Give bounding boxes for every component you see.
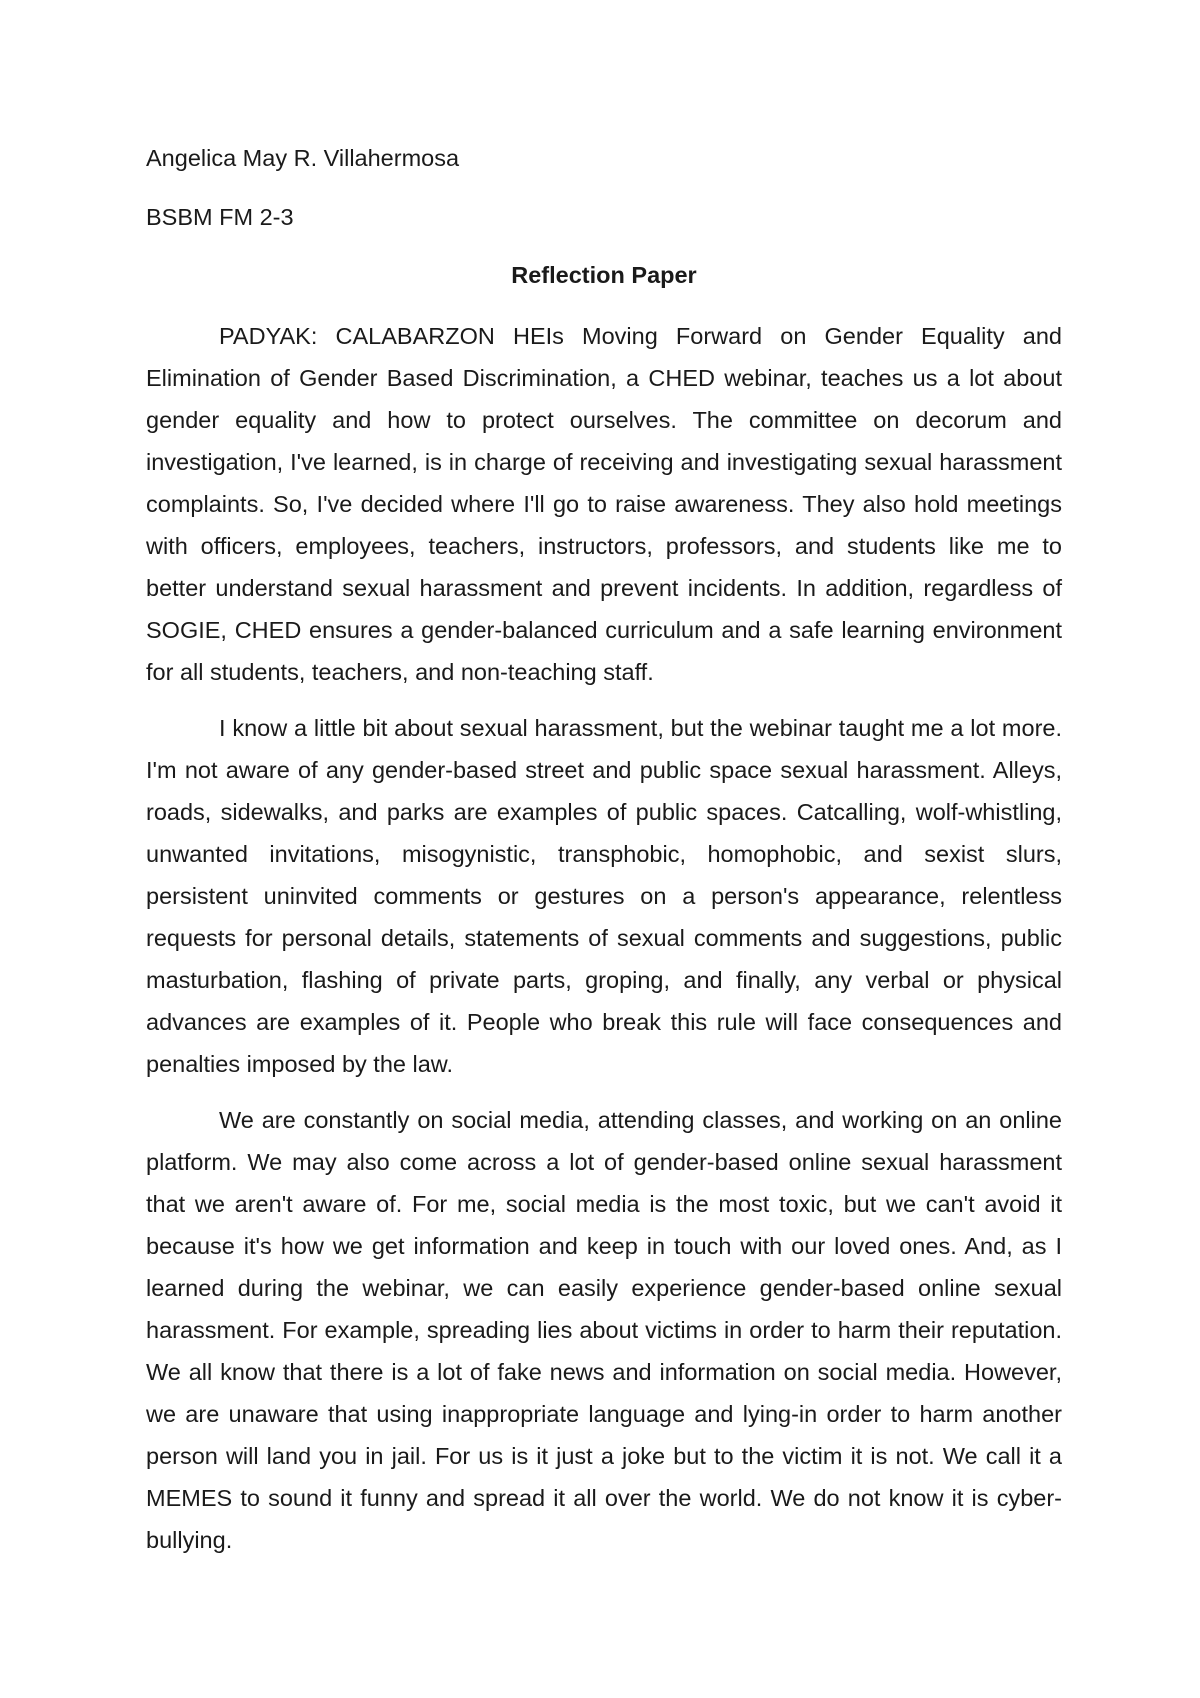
paragraph-3: We are constantly on social media, attending classes, and working on an online platform. We may also come across a lot of gender-based online sexual harassment that we aren't aware of. For me, social media is the most toxic, but we can't avoid it because it's how we get information and keep in touch with our loved ones. And, as I learned during the webinar, we can easily experience gender-based online sexual harassment. For example, spreading lies about victims in order to harm their reputation. We all know that there is a lot of fake news and information on social media. However, we are unaware that using inappropriate language and lying-in order to harm another person will land you in jail. For us is it just a joke but to the victim it is not. We call it a MEMES to sound it funny and spread it all over the world. We do not know it is cyber-bullying.	[146, 1107, 1062, 1553]
document-title: Reflection Paper	[511, 262, 697, 288]
paragraph-1: PADYAK: CALABARZON HEIs Moving Forward on Gender Equality and Elimination of Gender Based Discrimination, a CHED webinar, teaches us a lot about gender equality and how to protect ourselves. The committee on decorum and investigation, I've learned, is in charge of receiving and investigating sexual harassment complaints. So, I've decided where I'll go to raise awareness. They also hold meetings with officers, employees, teachers, instructors, professors, and students like me to better understand sexual harassment and prevent incidents. In addition, regardless of SOGIE, CHED ensures a gender-balanced curriculum and a safe learning environment for all students, teachers, and non-teaching staff.	[146, 323, 1062, 685]
paragraph-2: I know a little bit about sexual harassment, but the webinar taught me a lot more. I'm not aware of any gender-based street and public space sexual harassment. Alleys, roads, sidewalks, and parks are examples of public spaces. Catcalling, wolf-whistling, unwanted invitations, misogynistic, transphobic, homophobic, and sexist slurs, persistent uninvited comments or gestures on a person's appearance, relentless requests for personal details, statements of sexual comments and suggestions, public masturbation, flashing of private parts, groping, and finally, any verbal or physical advances are examples of it. People who break this rule will face consequences and penalties imposed by the law.	[146, 715, 1062, 1077]
author-name: Angelica May R. Villahermosa	[146, 145, 460, 171]
document-body	[146, 143, 1062, 1575]
class-section: BSBM FM 2-3	[146, 204, 294, 230]
